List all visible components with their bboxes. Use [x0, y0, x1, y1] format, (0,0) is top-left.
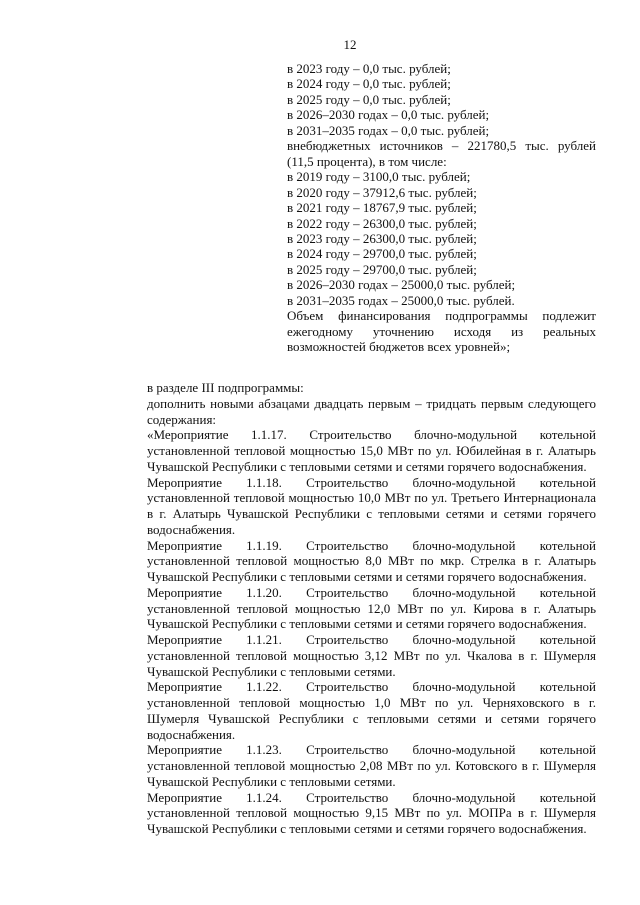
funding-line: в 2023 году – 26300,0 тыс. рублей; — [287, 230, 477, 246]
funding-line: в 2021 году – 18767,9 тыс. рублей; — [287, 200, 477, 216]
amendment-text — [147, 380, 596, 837]
instruction-paragraph: дополнить новыми абзацами двадцать первым – тридцать первым следующего содержания: — [147, 395, 596, 427]
funding-line: в 2024 году – 0,0 тыс. рублей; — [287, 76, 451, 92]
measure-paragraph: Мероприятие 1.1.20. Строительство блочно-модульной котельной установленной тепловой мощностью 12,0 МВт по ул. Кирова в г. Алатырь Чувашской Республики с тепловыми сетями и сетями горячего водоснабжения. — [147, 584, 596, 632]
extrabudgetary-line: внебюджетных источников – 221780,5 тыс. рублей (11,5 процента), в том числе: — [287, 138, 596, 169]
page-number: 12 — [343, 37, 357, 52]
funding-line: в 2031–2035 годах – 0,0 тыс. рублей; — [287, 122, 490, 138]
measure-paragraph: Мероприятие 1.1.22. Строительство блочно-модульной котельной установленной тепловой мощностью 1,0 МВт по ул. Черняховского в г. Шумерля Чувашской Республики с тепловыми сетями и сетями горячего водоснабжения. — [147, 679, 596, 742]
measure-paragraph: Мероприятие 1.1.21. Строительство блочно-модульной котельной установленной тепловой мощностью 3,12 МВт по ул. Чкалова в г. Шумерля Чувашской Республики с тепловыми сетями. — [147, 632, 596, 679]
funding-line: в 2024 году – 29700,0 тыс. рублей; — [287, 246, 477, 262]
funding-line: в 2019 году – 3100,0 тыс. рублей; — [287, 169, 471, 185]
section-intro: в разделе III подпрограммы: — [147, 380, 304, 395]
funding-line: в 2031–2035 годах – 25000,0 тыс. рублей. — [287, 292, 515, 308]
funding-breakdown — [287, 61, 596, 355]
measure-paragraph: Мероприятие 1.1.18. Строительство блочно-модульной котельной установленной тепловой мощностью 10,0 МВт по ул. Третьего Интернационала в г. Алатырь Чувашской Республики с тепловыми сетями и сетями горячего водоснабжения. — [147, 474, 596, 537]
funding-line: в 2022 году – 26300,0 тыс. рублей; — [287, 215, 477, 231]
funding-line: в 2020 году – 37912,6 тыс. рублей; — [287, 184, 477, 200]
funding-line: в 2023 году – 0,0 тыс. рублей; — [287, 61, 451, 76]
measure-paragraph: «Мероприятие 1.1.17. Строительство блочно-модульной котельной установленной тепловой мощностью 15,0 МВт по ул. Юбилейная в г. Алатырь Чувашской Республики с тепловыми сетями и сетями горячего водоснабжения. — [147, 427, 596, 474]
financing-note: Объем финансирования подпрограммы подлежит ежегодному уточнению исходя из реальных возможностей бюджетов всех уровней»; — [287, 308, 596, 355]
funding-line: в 2025 году – 0,0 тыс. рублей; — [287, 91, 451, 107]
funding-line: в 2026–2030 годах – 0,0 тыс. рублей; — [287, 107, 490, 123]
funding-line: в 2025 году – 29700,0 тыс. рублей; — [287, 261, 477, 277]
measure-paragraph: Мероприятие 1.1.23. Строительство блочно-модульной котельной установленной тепловой мощностью 2,08 МВт по ул. Котовского в г. Шумерля Чувашской Республики с тепловыми сетями. — [147, 742, 596, 789]
measure-paragraph: Мероприятие 1.1.19. Строительство блочно-модульной котельной установленной тепловой мощностью 8,0 МВт по мкр. Стрелка в г. Алатырь Чувашской Республики с тепловыми сетями и сетями горячего водоснабжения. — [147, 537, 596, 584]
measure-paragraph: Мероприятие 1.1.24. Строительство блочно-модульной котельной установленной тепловой мощностью 9,15 МВт по ул. МОПРа в г. Шумерля Чувашской Республики с тепловыми сетями и сетями горячего водоснабжения. — [147, 789, 596, 836]
funding-line: в 2026–2030 годах – 25000,0 тыс. рублей; — [287, 277, 516, 293]
